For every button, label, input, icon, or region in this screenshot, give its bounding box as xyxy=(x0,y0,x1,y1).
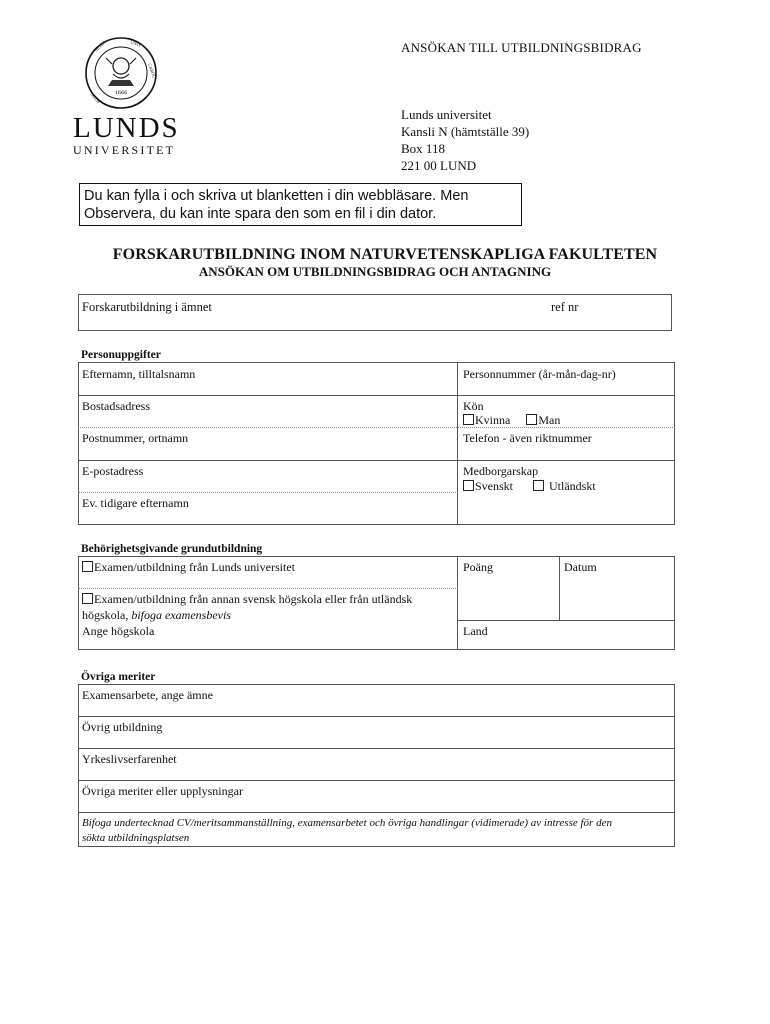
address-line: Box 118 xyxy=(401,141,445,156)
female-label: Kvinna xyxy=(475,413,511,427)
row-divider xyxy=(78,780,675,781)
other-degree-label: Examen/utbildning från annan svensk högskola eller från utländsk xyxy=(94,592,413,606)
female-checkbox[interactable] xyxy=(463,414,474,425)
sub-title: ANSÖKAN OM UTBILDNINGSBIDRAG OCH ANTAGNING xyxy=(198,264,552,279)
main-title: FORSKARUTBILDNING INOM NATURVETENSKAPLIGA FAKULTETEN xyxy=(112,246,658,263)
row-divider xyxy=(78,716,675,717)
other-merits-field[interactable]: Övriga meriter eller upplysningar xyxy=(82,784,243,798)
row-divider xyxy=(78,395,675,396)
personal-heading: Personuppgifter xyxy=(81,349,161,361)
school-field[interactable]: Ange högskola xyxy=(82,624,155,638)
university-seal-logo xyxy=(68,36,188,117)
address-field[interactable]: Bostadsadress xyxy=(82,399,150,413)
attachment-note-line1: Bifoga undertecknad CV/meritsammanställning, examensarbetet och övriga handlingar (vidimerade) av intresse för den xyxy=(82,817,612,829)
ref-label: ref nr xyxy=(551,300,579,314)
other-degree-line2 xyxy=(82,608,231,623)
swedish-label: Svenskt xyxy=(475,479,514,493)
svg-text:1666: 1666 xyxy=(114,90,128,96)
swedish-checkbox[interactable] xyxy=(463,480,474,491)
row-divider xyxy=(78,427,675,428)
notice-line2: Observera, du kan inte spara den som en fil i din dator. xyxy=(84,206,437,222)
row-divider xyxy=(78,748,675,749)
column-divider xyxy=(457,556,458,650)
gender-options xyxy=(463,413,560,428)
subject-label: Forskarutbildning i ämnet xyxy=(82,300,212,314)
surname-field[interactable]: Efternamn, tilltalsnamn xyxy=(82,367,196,381)
citizenship-label: Medborgarskap xyxy=(463,464,539,478)
attach-diploma-note: bifoga examensbevis xyxy=(131,608,231,622)
university-wordmark xyxy=(73,114,180,158)
row-divider xyxy=(78,492,458,493)
merits-heading: Övriga meriter xyxy=(81,671,156,683)
other-degree-label-2: högskola, xyxy=(82,608,129,622)
column-divider xyxy=(559,556,560,620)
education-heading: Behörighetsgivande grundutbildning xyxy=(81,543,263,555)
browser-notice-box xyxy=(79,183,522,226)
svg-text:GOTH: GOTH xyxy=(89,91,102,105)
foreign-label: Utländskt xyxy=(549,479,596,493)
other-degree-option xyxy=(82,592,412,607)
work-experience-field[interactable]: Yrkeslivserfarenhet xyxy=(82,752,177,766)
other-education-field[interactable]: Övrig utbildning xyxy=(82,720,163,734)
svg-text:CAROL: CAROL xyxy=(147,62,157,79)
svg-text:UNIV: UNIV xyxy=(129,39,143,48)
gender-label: Kön xyxy=(463,399,484,413)
previous-name-field[interactable]: Ev. tidigare efternamn xyxy=(82,496,189,510)
form-title: ANSÖKAN TILL UTBILDNINGSBIDRAG xyxy=(401,40,642,55)
lund-degree-option xyxy=(82,560,295,575)
lund-degree-checkbox[interactable] xyxy=(82,561,93,572)
address-line: 221 00 LUND xyxy=(401,158,477,173)
notice-line1: Du kan fylla i och skriva ut blanketten i din webbläsare. Men xyxy=(84,188,469,204)
country-field[interactable]: Land xyxy=(463,624,488,638)
male-checkbox[interactable] xyxy=(526,414,537,425)
foreign-checkbox[interactable] xyxy=(533,480,544,491)
lund-degree-label: Examen/utbildning från Lunds universitet xyxy=(94,560,295,574)
svg-text:SIGILL: SIGILL xyxy=(93,38,107,53)
phone-field[interactable]: Telefon - även riktnummer xyxy=(463,431,592,445)
row-divider xyxy=(78,588,458,589)
row-divider xyxy=(457,620,675,621)
postal-address xyxy=(401,106,529,174)
attachment-note-line2: sökta utbildningsplatsen xyxy=(82,832,190,844)
male-label: Man xyxy=(538,413,561,427)
email-field[interactable]: E-postadress xyxy=(82,464,144,478)
wordmark-line2: UNIVERSITET xyxy=(73,143,176,157)
column-divider xyxy=(457,362,458,525)
row-divider xyxy=(78,460,675,461)
postal-field[interactable]: Postnummer, ortnamn xyxy=(82,431,189,445)
address-line: Lunds universitet xyxy=(401,107,492,122)
address-line: Kansli N (hämtställe 39) xyxy=(401,124,530,139)
points-field[interactable]: Poäng xyxy=(463,560,493,574)
row-divider xyxy=(78,812,675,813)
wordmark-line1: LUNDS xyxy=(73,112,180,144)
date-field[interactable]: Datum xyxy=(564,560,597,574)
personal-number-field[interactable]: Personnummer (år-mån-dag-nr) xyxy=(463,367,616,381)
thesis-field[interactable]: Examensarbete, ange ämne xyxy=(82,688,213,702)
citizenship-options xyxy=(463,479,596,494)
other-degree-checkbox[interactable] xyxy=(82,593,93,604)
